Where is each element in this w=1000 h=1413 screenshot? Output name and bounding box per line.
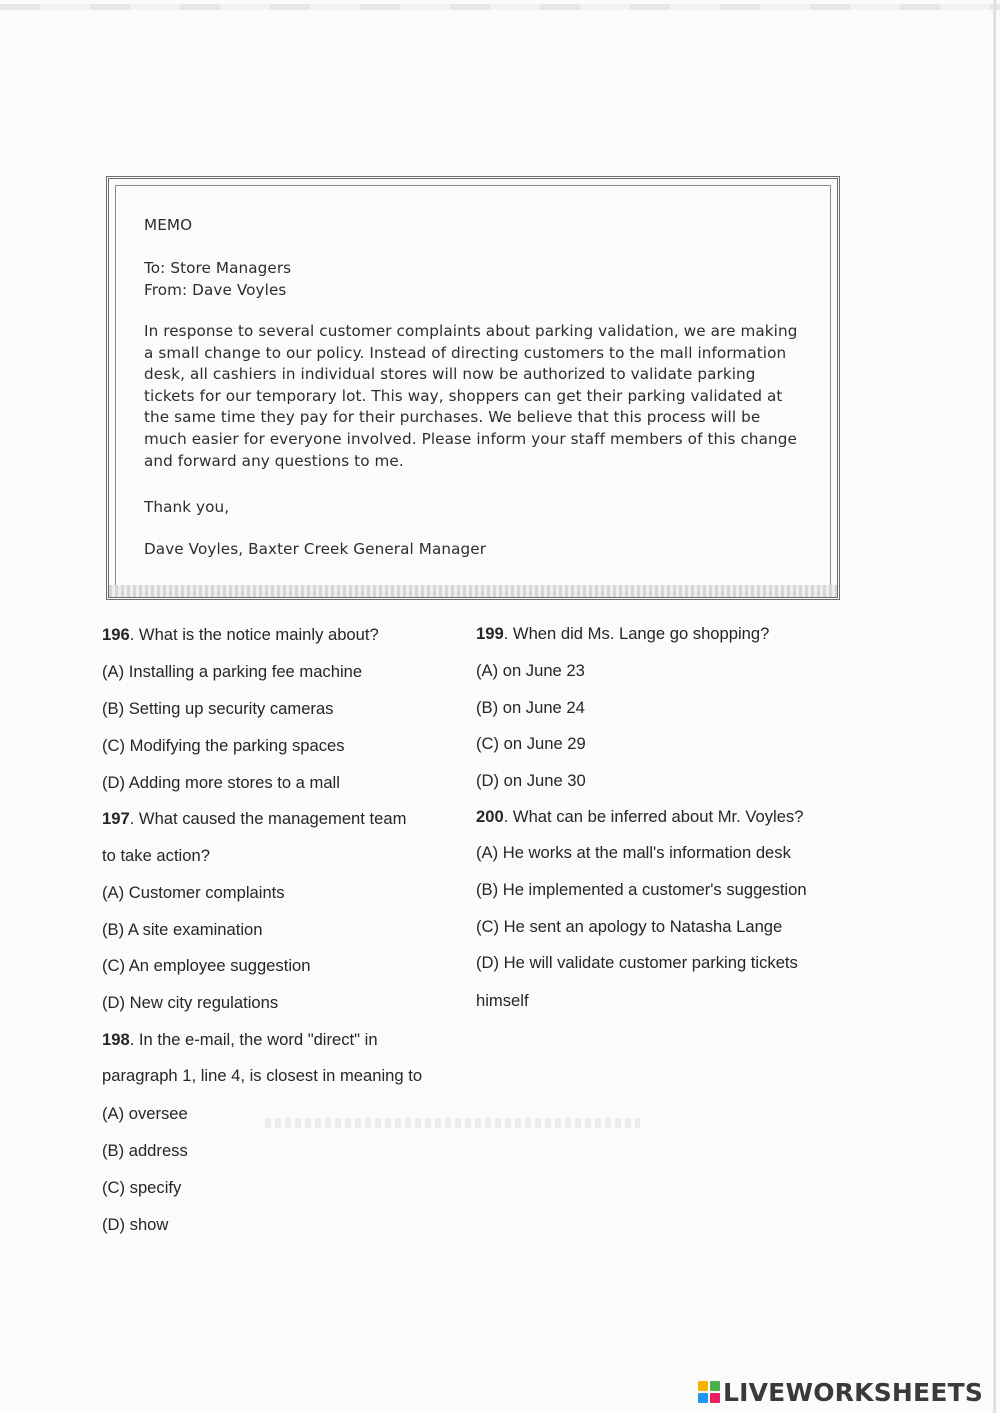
option-198-b[interactable]: (B) address <box>102 1141 188 1160</box>
logo-square <box>698 1381 708 1391</box>
option-196-a[interactable]: (A) Installing a parking fee machine <box>102 662 363 681</box>
logo-square <box>698 1393 708 1403</box>
question-number: 199 <box>476 624 504 643</box>
option-200-d-continued: himself <box>476 991 529 1010</box>
option-197-a[interactable]: (A) Customer complaints <box>102 883 285 902</box>
option-199-d[interactable]: (D) on June 30 <box>476 771 586 790</box>
option-200-a[interactable]: (A) He works at the mall's information desk <box>476 843 791 862</box>
question-text: . In the e-mail, the word "direct" in <box>129 1030 378 1049</box>
option-200-b[interactable]: (B) He implemented a customer's suggestion <box>476 880 807 899</box>
logo-square <box>710 1381 720 1391</box>
question-text: . When did Ms. Lange go shopping? <box>503 624 770 643</box>
question-text: . What can be inferred about Mr. Voyles? <box>503 807 804 826</box>
logo-squares-icon <box>698 1381 720 1403</box>
memo-to: To: Store Managers <box>144 259 292 277</box>
question-number: 200 <box>476 807 504 826</box>
liveworksheets-logo <box>698 1376 983 1408</box>
option-197-d[interactable]: (D) New city regulations <box>102 993 279 1012</box>
question-198-line2: paragraph 1, line 4, is closest in meaning to <box>102 1066 423 1085</box>
option-199-b[interactable]: (B) on June 24 <box>476 698 585 717</box>
option-198-c[interactable]: (C) specify <box>102 1178 182 1197</box>
question-number: 197 <box>102 809 130 828</box>
page-edge <box>993 0 996 1413</box>
question-198 <box>102 1030 378 1050</box>
option-196-d[interactable]: (D) Adding more stores to a mall <box>102 773 340 792</box>
question-text: . What is the notice mainly about? <box>129 625 379 644</box>
scan-artifact-line <box>265 1118 640 1128</box>
option-199-c[interactable]: (C) on June 29 <box>476 734 586 753</box>
memo-signature: Dave Voyles, Baxter Creek General Manager <box>144 540 487 558</box>
memo-thanks: Thank you, <box>144 498 230 516</box>
memo-from: From: Dave Voyles <box>144 281 287 299</box>
logo-square <box>710 1393 720 1403</box>
option-200-c[interactable]: (C) He sent an apology to Natasha Lange <box>476 917 783 936</box>
logo-text: LIVEWORKSHEETS <box>723 1377 984 1407</box>
question-197 <box>102 809 406 829</box>
option-196-b[interactable]: (B) Setting up security cameras <box>102 699 334 718</box>
memo-heading: MEMO <box>144 216 193 234</box>
memo-body: In response to several customer complaints about parking validation, we are making a small change to our policy. Instead of directing customers to the mall information desk, all cashiers in individual stores will now be authorized to validate parking tickets for our temporary lot. This way, shoppers can get their parking validated at the same time they pay for their purchases. We believe that this process will be much easier for everyone involved. Please inform your staff members of this change and forward any questions to me. <box>144 322 798 470</box>
question-text: . What caused the management team <box>129 809 407 828</box>
option-197-b[interactable]: (B) A site examination <box>102 920 263 939</box>
question-197-line2: to take action? <box>102 846 210 865</box>
question-number: 198 <box>102 1030 130 1049</box>
option-198-d[interactable]: (D) show <box>102 1215 169 1234</box>
option-197-c[interactable]: (C) An employee suggestion <box>102 956 311 975</box>
memo-bottom-band <box>109 585 837 597</box>
question-200 <box>476 807 803 827</box>
option-200-d[interactable]: (D) He will validate customer parking tickets <box>476 953 798 972</box>
question-196 <box>102 625 379 645</box>
question-199 <box>476 624 769 644</box>
question-number: 196 <box>102 625 130 644</box>
scan-artifact <box>0 4 1000 10</box>
option-199-a[interactable]: (A) on June 23 <box>476 661 585 680</box>
option-198-a[interactable]: (A) oversee <box>102 1104 188 1123</box>
option-196-c[interactable]: (C) Modifying the parking spaces <box>102 736 345 755</box>
